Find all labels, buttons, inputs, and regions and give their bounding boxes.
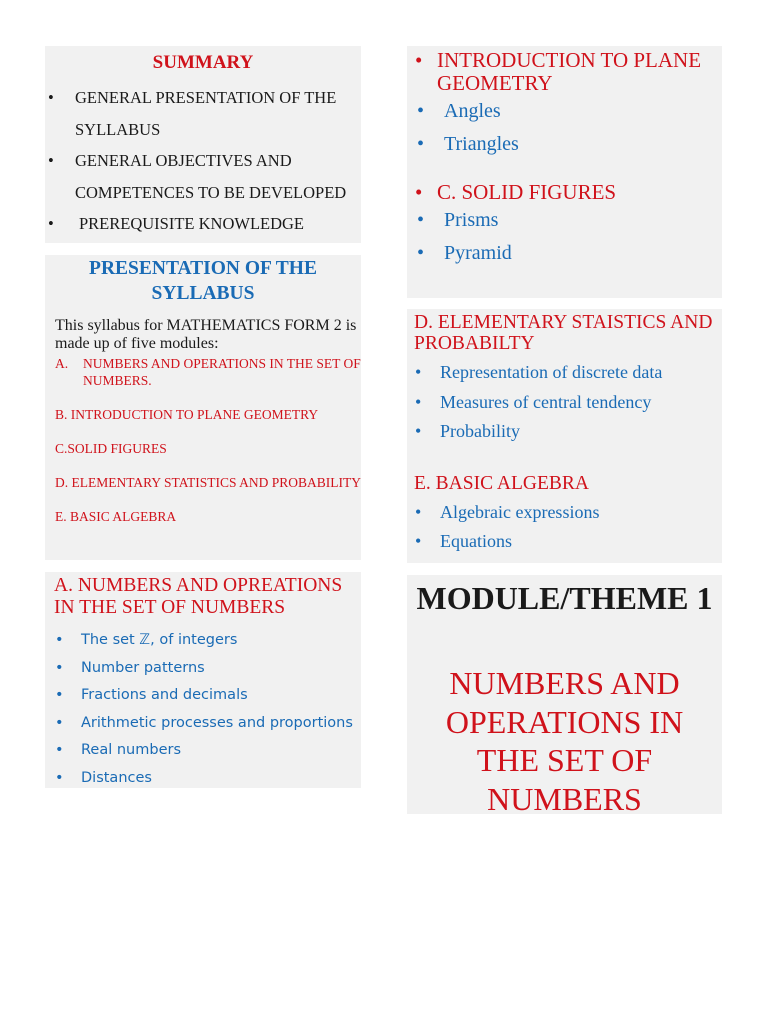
- list-item: [45, 682, 361, 710]
- list-item: [45, 655, 361, 683]
- algebra-item: Equations: [440, 531, 512, 551]
- module-a-item: Fractions and decimals: [81, 687, 248, 703]
- theme-line-1: NUMBERS AND: [449, 665, 680, 701]
- solid-item: Prisms: [444, 209, 499, 231]
- algebra-list: [407, 498, 722, 557]
- list-item: [407, 204, 722, 237]
- algebra-title: E. BASIC ALGEBRA: [414, 472, 589, 494]
- geometry-item: Angles: [444, 100, 501, 122]
- list-item: [407, 95, 722, 128]
- list-item: [45, 737, 361, 765]
- theme-line-4: NUMBERS: [487, 780, 642, 814]
- bullet-icon: •: [48, 88, 54, 107]
- bullet-icon: •: [415, 362, 422, 382]
- bullet-icon: •: [55, 687, 64, 703]
- module-a-item: The set ℤ, of integers: [81, 632, 238, 648]
- theme-slide: [407, 575, 722, 814]
- solid-figures-title-text: C. SOLID FIGURES: [437, 180, 617, 204]
- list-item: [45, 208, 361, 240]
- geometry-title-line-1: INTRODUCTION TO PLANE: [437, 48, 702, 72]
- solid-figures-title: [415, 181, 722, 204]
- presentation-intro: This syllabus for MATHEMATICS FORM 2 is made up of five modules:: [55, 317, 357, 352]
- solid-figures-list: [407, 204, 722, 270]
- summary-title: SUMMARY: [152, 52, 254, 73]
- summary-item-3: PREREQUISITE KNOWLEDGE: [79, 214, 305, 233]
- summary-item-1-line-2: SYLLABUS: [75, 119, 161, 139]
- list-item: [407, 237, 722, 270]
- bullet-icon: •: [55, 632, 64, 648]
- bullet-icon: •: [417, 209, 425, 231]
- bullet-icon: •: [417, 100, 425, 122]
- statistics-item: Representation of discrete data: [440, 362, 663, 382]
- list-item: [407, 128, 722, 161]
- bullet-icon: •: [415, 501, 422, 522]
- bullet-icon: •: [417, 242, 425, 264]
- module-a-text: NUMBERS AND OPERATIONS IN THE SET OF NUMBERS.: [83, 356, 361, 388]
- statistics-title-line-1: D. ELEMENTARY STAISTICS AND: [414, 312, 713, 333]
- theme-line-2: OPERATIONS IN: [445, 703, 684, 740]
- presentation-title: [45, 256, 361, 306]
- summary-slide: [45, 46, 361, 243]
- summary-item-2-line-2: COMPETENCES TO BE DEVELOPED: [75, 182, 347, 202]
- statistics-title: [414, 312, 722, 354]
- summary-item-2-line-1: GENERAL OBJECTIVES AND: [75, 151, 292, 170]
- bullet-icon: •: [415, 48, 423, 72]
- module-c-entry: C.SOLID FIGURES: [55, 441, 167, 456]
- module-b-entry: B. INTRODUCTION TO PLANE GEOMETRY: [55, 407, 319, 422]
- module-d-entry: D. ELEMENTARY STATISTICS AND PROBABILITY: [55, 475, 361, 490]
- bullet-icon: •: [415, 421, 422, 441]
- presentation-title-line-1: PRESENTATION OF THE: [89, 258, 317, 279]
- presentation-slide: [45, 255, 361, 560]
- module-a-entry: [55, 355, 361, 389]
- list-item: [407, 527, 722, 557]
- solid-item: Pyramid: [444, 242, 512, 264]
- theme-heading: MODULE/THEME 1: [416, 580, 713, 616]
- theme-line-3: THE SET OF: [476, 742, 653, 778]
- geometry-list: [407, 95, 722, 161]
- module-a-title-line-1: A. NUMBERS AND OPREATIONS: [54, 575, 343, 596]
- module-e-entry: E. BASIC ALGEBRA: [55, 509, 177, 524]
- bullet-icon: •: [48, 151, 54, 170]
- geometry-slide: [407, 46, 722, 298]
- list-item: [407, 417, 722, 447]
- theme-title: [407, 664, 722, 814]
- list-item: [45, 710, 361, 738]
- module-a-letter: A.: [55, 356, 69, 371]
- statistics-list: [407, 358, 722, 447]
- list-item: [407, 498, 722, 528]
- bullet-icon: •: [55, 659, 64, 676]
- presentation-title-line-2: SYLLABUS: [151, 283, 255, 304]
- list-item: [45, 627, 361, 655]
- bullet-icon: •: [55, 769, 64, 786]
- algebra-item: Algebraic expressions: [440, 501, 600, 522]
- statistics-title-line-2: PROBABILTY: [414, 333, 535, 354]
- list-item: [45, 82, 361, 145]
- summary-list: [45, 82, 361, 240]
- module-a-item: Number patterns: [81, 659, 205, 676]
- module-a-title-line-2: IN THE SET OF NUMBERS: [54, 597, 286, 618]
- summary-item-1-line-1: GENERAL PRESENTATION OF THE: [75, 88, 337, 107]
- bullet-icon: •: [55, 714, 64, 731]
- module-a-slide: [45, 572, 361, 788]
- list-item: [407, 388, 722, 418]
- statistics-slide: [407, 309, 722, 563]
- module-a-item: Distances: [81, 769, 152, 786]
- module-a-title: [54, 575, 361, 619]
- list-item: [45, 765, 361, 789]
- bullet-icon: •: [415, 391, 422, 412]
- statistics-item: Probability: [440, 421, 520, 441]
- module-a-list: [45, 627, 361, 788]
- module-a-item: Real numbers: [81, 742, 182, 758]
- bullet-icon: •: [415, 531, 422, 551]
- module-a-item: Arithmetic processes and proportions: [81, 714, 353, 731]
- statistics-item: Measures of central tendency: [440, 391, 652, 412]
- bullet-icon: •: [55, 742, 64, 758]
- bullet-icon: •: [48, 214, 54, 233]
- list-item: [45, 145, 361, 208]
- geometry-title: [415, 49, 722, 95]
- geometry-title-line-2: GEOMETRY: [437, 71, 553, 95]
- list-item: [407, 358, 722, 388]
- bullet-icon: •: [415, 180, 423, 204]
- geometry-item: Triangles: [444, 133, 519, 155]
- bullet-icon: •: [417, 133, 425, 155]
